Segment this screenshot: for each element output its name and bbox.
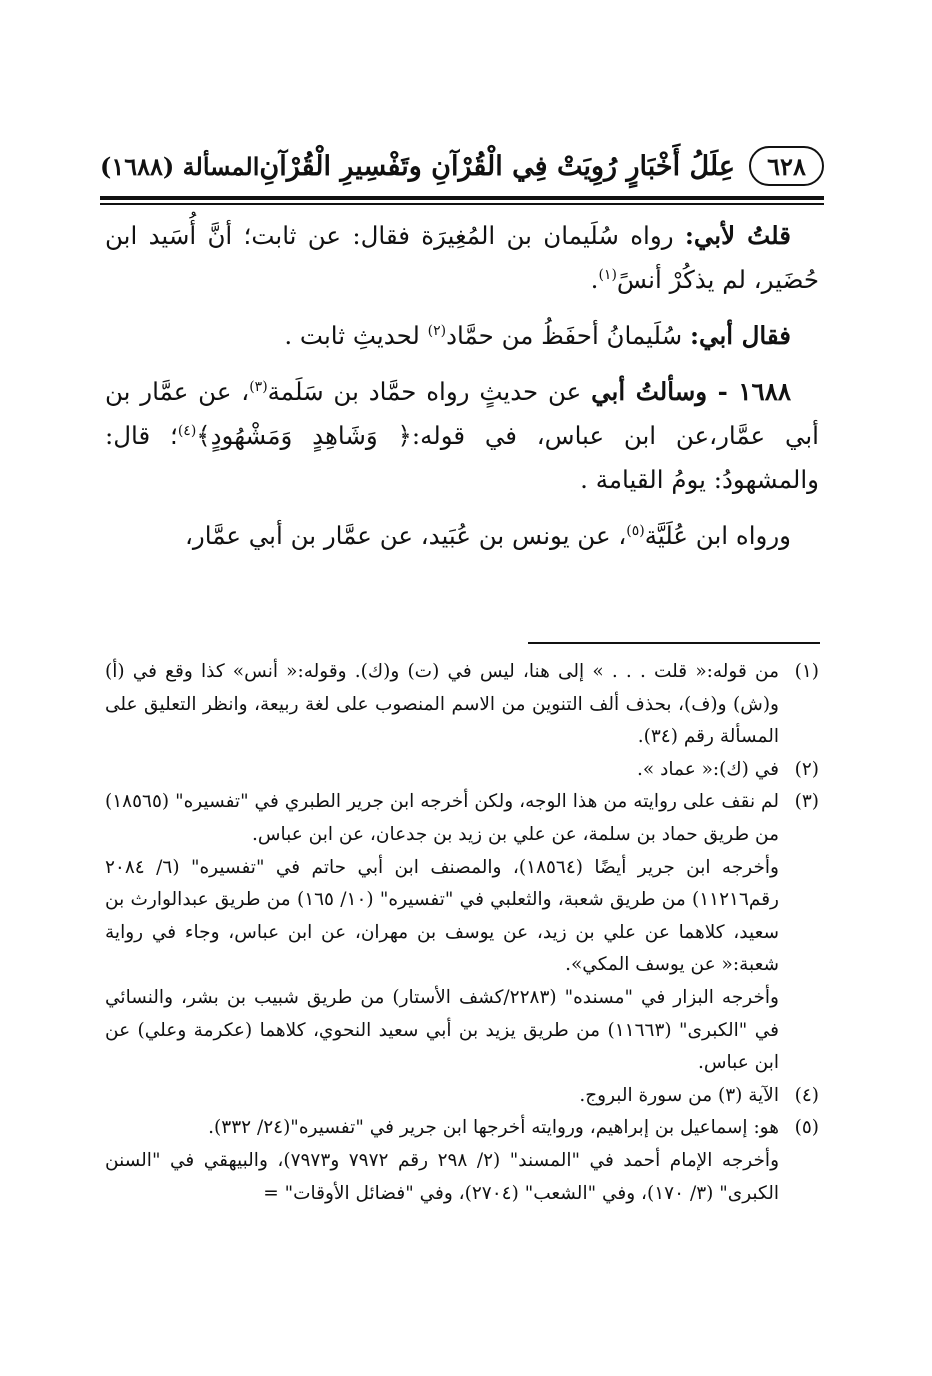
footnote-text: لم نقف على روايته من هذا الوجه، ولكن أخرجه ابن جرير الطبري في "تفسيره" (١٨٥٦٥) من طريق حماد بن سلمة، عن علي بن زيد بن جدعان، عن ابن عباس. [105, 791, 779, 845]
p3-text2: ، عن عمَّار بن أبي عمَّار،عن ابن عباس، في قوله:﴿ وَشَاهِدٍ وَمَشْهُودٍ﴾ [105, 377, 819, 450]
footnote-number: (١) [794, 661, 819, 682]
footnote [105, 754, 819, 787]
footnote [105, 1112, 819, 1210]
footnote-text: هو: إسماعيل بن إبراهيم، وروايته أخرجها ابن جرير في "تفسيره"(٢٤/ ٣٣٢). [208, 1117, 779, 1139]
footnote-text: الآية (٣) من سورة البروج. [579, 1084, 779, 1106]
p2-end: لحديثِ ثابت . [284, 321, 428, 350]
p1-text: رواه سُلَيمان بن المُغِيرَة فقال: عن ثابت؛ أنَّ أُسَيد ابن حُضَير، لم يذكُرْ أنسً [105, 221, 819, 294]
paragraph-2 [105, 314, 819, 358]
p3-lead: ١٦٨٨ - وسألتُ أبي [591, 377, 792, 406]
p1-lead: قلتُ لأبي: [684, 221, 791, 250]
p4-end: ، عن يونس بن عُبَيد، عن عمَّار بن أبي عمَّار، [184, 521, 627, 550]
p3-text: عن حديثٍ رواه حمَّاد بن سَلَمة [267, 377, 592, 406]
main-text [105, 214, 819, 558]
page-number: ٦٢٨ [749, 146, 824, 186]
header-rule-thick [100, 196, 824, 200]
footnote-ref-5[interactable]: (٥) [626, 522, 645, 539]
footnote [105, 786, 819, 1079]
paragraph-4 [105, 514, 819, 558]
footnote [105, 656, 819, 754]
footnote-number: (٣) [794, 791, 819, 813]
paragraph-3 [105, 370, 819, 502]
paragraph-1 [105, 214, 819, 302]
footnote-ref-4[interactable]: (٤) [177, 422, 197, 439]
footnote-text: من قوله:« قلت . . . » إلى هنا، ليس في (ت) و(ك). وقوله:« أنس» كذا وقع في (أ) و(ش) و(ف)، بحذف ألف التنوين من الاسم المنصوب على لغة ربيعة، وانظر التعليق على المسألة رقم (٣٤). [105, 661, 779, 748]
footnote-number: (٥) [794, 1117, 819, 1139]
p2-text: سُلَيمانُ أحفَظُ من حمَّاد [446, 321, 690, 350]
running-header [100, 138, 824, 194]
footnotes [105, 656, 819, 1210]
footnote-text: في (ك):« عماد ». [637, 758, 779, 780]
footnote-ref-1[interactable]: (١) [598, 266, 617, 283]
footnote-number: (٤) [794, 1084, 819, 1106]
footnote-separator [528, 642, 820, 644]
header-rule-thin [100, 203, 824, 205]
p2-lead: فقال أبي: [690, 321, 791, 350]
footnote-ref-3[interactable]: (٣) [249, 378, 268, 395]
footnote-text: وأخرجه الإمام أحمد في "المسند" (٢/ ٢٩٨ رقم ٧٩٧٢ و٧٩٧٣)، والبيهقي في "السنن الكبرى" (٣/ ١٧٠)، وفي "الشعب" (٢٧٠٤)، وفي "فضائل الأوقات" = [105, 1149, 779, 1204]
p4-text: ورواه ابن عُلَيَّة [644, 521, 791, 550]
p1-end: . [590, 265, 599, 294]
footnote-ref-2[interactable]: (٢) [427, 322, 447, 339]
footnote-text: وأخرجه ابن جرير أيضًا (١٨٥٦٤)، والمصنف ابن أبي حاتم في "تفسيره" (٦/ ٢٠٨٤ رقم١١٢١٦) من طريق شعبة، والثعلبي في "تفسيره" (١٠/ ١٦٥) من طريق عبدالوارث بن سعيد، كلاهما عن علي بن زيد، عن يوسف بن مهران، عن ابن عباس، وجاء في رواية شعبة:« عن يوسف المكي». [105, 856, 779, 976]
footnote [105, 1080, 819, 1113]
book-title: عِلَلُ أَخْبَارٍ رُوِيَتْ فِي الْقُرْآنِ وتَفْسِيرِ الْقُرْآنِ [259, 150, 735, 182]
p3-end: ؛ قال: والمشهودُ: يومُ القيامة . [105, 421, 819, 494]
footnote-number: (٢) [794, 758, 819, 780]
issue-label: المسألة (١٦٨٨) [100, 151, 260, 181]
footnote-text: وأخرجه البزار في "مسنده" (٢٢٨٣/كشف الأستار) من طريق شبيب بن بشر، والنسائي في "الكبرى" (١١٦٦٣) من طريق يزيد بن أبي سعيد النحوي، كلاهما (عكرمة وعلي) عن ابن عباس. [105, 986, 779, 1074]
